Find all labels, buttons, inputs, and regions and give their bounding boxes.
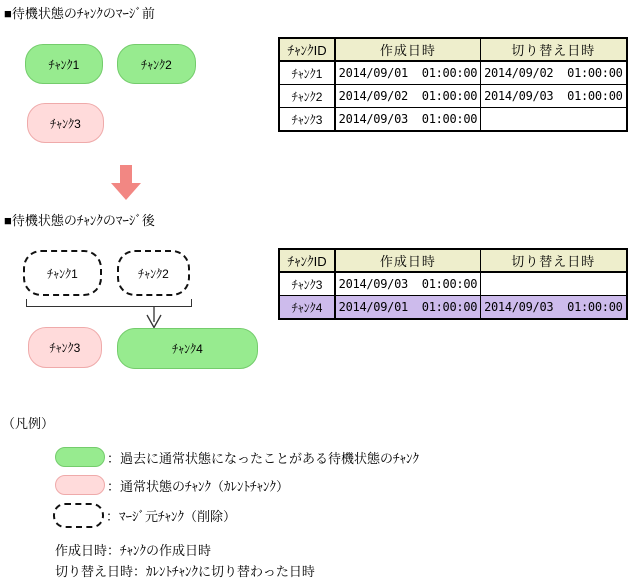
legend-note-created: 作成日時：ﾁｬﾝｸの作成日時 bbox=[55, 543, 212, 558]
chunk-3-after-label: ﾁｬﾝｸ3 bbox=[49, 341, 81, 355]
table-row-highlighted bbox=[279, 296, 627, 320]
cell-created: 2014/09/03 01:00:00 bbox=[335, 108, 480, 132]
legend-item-pink bbox=[55, 475, 289, 495]
cell-switched bbox=[480, 272, 627, 296]
cell-switched: 2014/09/03 01:00:00 bbox=[480, 296, 627, 320]
chunk-4-label: ﾁｬﾝｸ4 bbox=[172, 342, 203, 356]
cell-switched bbox=[480, 108, 627, 132]
green-chunk-swatch bbox=[55, 447, 105, 467]
chunk-2-before-label: ﾁｬﾝｸ2 bbox=[141, 57, 172, 72]
cell-chunk-id: ﾁｬﾝｸ1 bbox=[279, 61, 335, 85]
chunk-2-before bbox=[117, 44, 196, 84]
header-created-datetime: 作成日時 bbox=[335, 38, 480, 61]
table-row bbox=[279, 85, 627, 108]
chunk-3-before-label: ﾁｬﾝｸ3 bbox=[50, 116, 81, 131]
cell-switched: 2014/09/02 01:00:00 bbox=[480, 61, 627, 85]
before-merge-table bbox=[278, 37, 628, 132]
chunk-1-after-deleted bbox=[23, 250, 102, 296]
header-chunk-id: ﾁｬﾝｸID bbox=[279, 249, 335, 272]
dashed-chunk-swatch bbox=[53, 503, 104, 528]
cell-chunk-id: ﾁｬﾝｸ3 bbox=[279, 108, 335, 132]
header-created-datetime: 作成日時 bbox=[335, 249, 480, 272]
chunk-1-before-label: ﾁｬﾝｸ1 bbox=[48, 57, 80, 72]
header-switch-datetime: 切り替え日時 bbox=[480, 38, 627, 61]
chunk-2-after-deleted bbox=[117, 250, 190, 296]
legend-item-green bbox=[55, 447, 419, 467]
chunk-2-after-label: ﾁｬﾝｸ2 bbox=[138, 266, 169, 281]
chunk-3-before bbox=[27, 103, 104, 143]
chunk-3-after bbox=[28, 327, 102, 368]
header-chunk-id: ﾁｬﾝｸID bbox=[279, 38, 335, 61]
table-row bbox=[279, 61, 627, 85]
cell-chunk-id: ﾁｬﾝｸ4 bbox=[279, 296, 335, 320]
merge-down-arrow-icon bbox=[140, 306, 170, 329]
chunk-1-before bbox=[25, 44, 103, 84]
cell-created: 2014/09/02 01:00:00 bbox=[335, 85, 480, 108]
table-header-row bbox=[279, 38, 627, 61]
section-title-before-merge: ■待機状態のﾁｬﾝｸのﾏｰｼﾞ前 bbox=[4, 6, 155, 21]
legend-title: （凡例） bbox=[2, 416, 55, 431]
after-merge-table bbox=[278, 248, 628, 320]
cell-created: 2014/09/03 01:00:00 bbox=[335, 272, 480, 296]
cell-chunk-id: ﾁｬﾝｸ3 bbox=[279, 272, 335, 296]
pink-chunk-swatch bbox=[55, 475, 105, 495]
merge-transition-arrow-icon bbox=[105, 163, 150, 203]
table-row bbox=[279, 272, 627, 296]
header-switch-datetime: 切り替え日時 bbox=[480, 249, 627, 272]
chunk-4-merged bbox=[117, 328, 258, 369]
cell-chunk-id: ﾁｬﾝｸ2 bbox=[279, 85, 335, 108]
cell-created: 2014/09/01 01:00:00 bbox=[335, 296, 480, 320]
table-header-row bbox=[279, 249, 627, 272]
legend-item-dashed bbox=[53, 503, 236, 528]
legend-item-label: ：通常状態のﾁｬﾝｸ（ｶﾚﾝﾄﾁｬﾝｸ） bbox=[107, 478, 290, 494]
legend-item-label: ：過去に通常状態になったことがある待機状態のﾁｬﾝｸ bbox=[107, 450, 420, 466]
table-row bbox=[279, 108, 627, 132]
cell-switched: 2014/09/03 01:00:00 bbox=[480, 85, 627, 108]
legend-note-switched: 切り替え日時：ｶﾚﾝﾄﾁｬﾝｸに切り替わった日時 bbox=[55, 564, 315, 579]
chunk-1-after-label: ﾁｬﾝｸ1 bbox=[47, 266, 78, 281]
legend-item-label: ：ﾏｰｼﾞ元ﾁｬﾝｸ（削除） bbox=[106, 509, 237, 524]
cell-created: 2014/09/01 01:00:00 bbox=[335, 61, 480, 85]
section-title-after-merge: ■待機状態のﾁｬﾝｸのﾏｰｼﾞ後 bbox=[4, 213, 155, 228]
